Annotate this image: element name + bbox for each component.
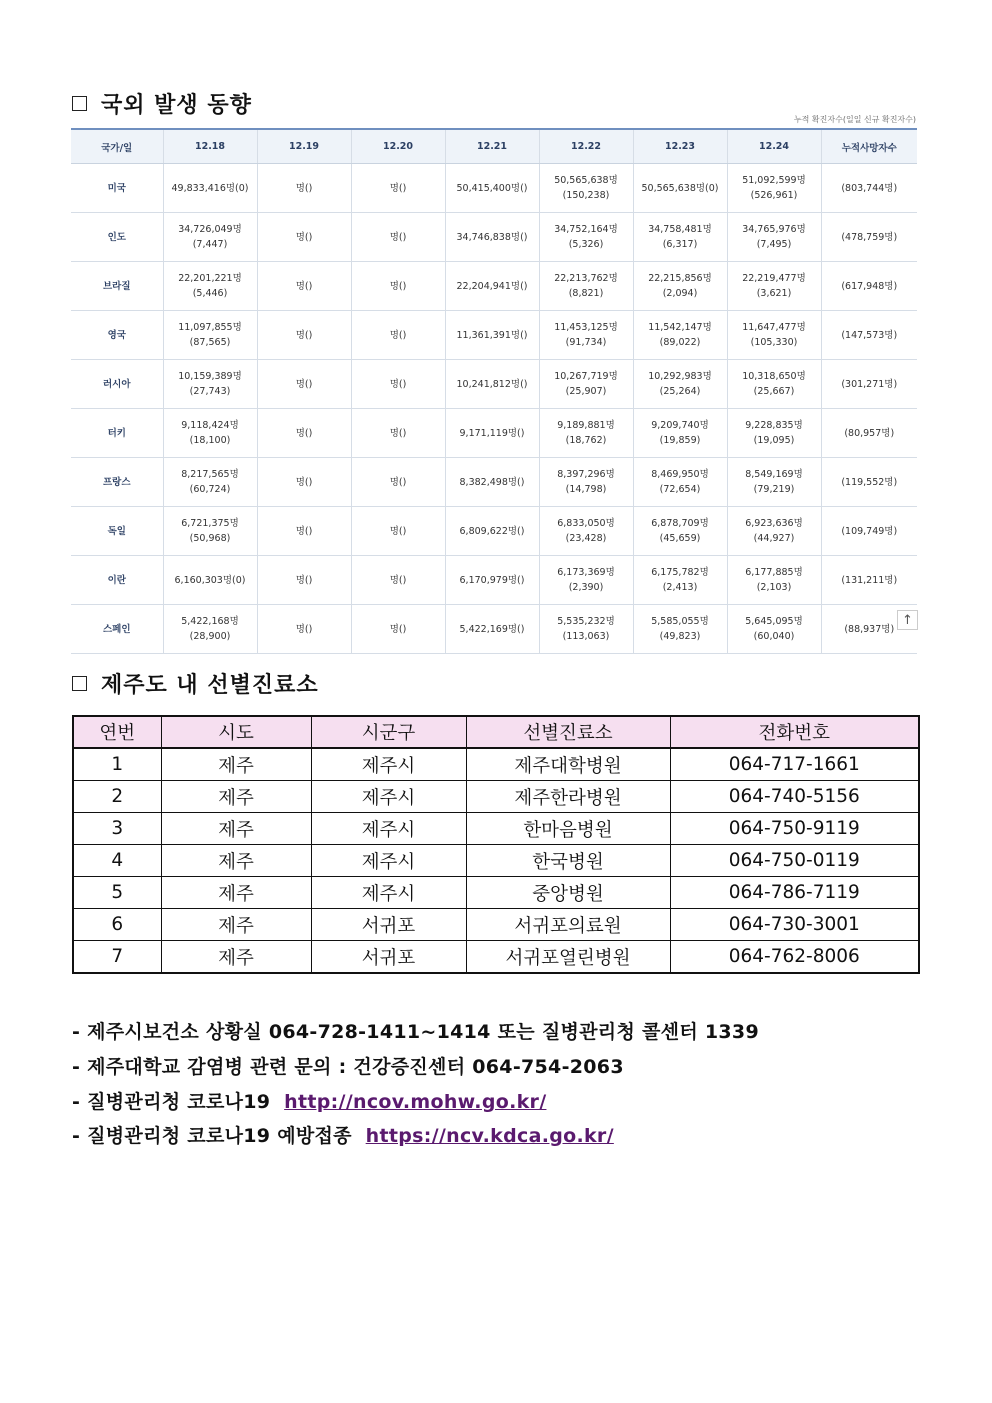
data-cell: 한국병원 — [466, 845, 670, 877]
table-row — [71, 164, 917, 213]
data-cell — [727, 458, 821, 507]
data-cell: 064-762-8006 — [670, 941, 919, 974]
cell-line: 10,241,812명() — [456, 378, 528, 390]
cell-line: (105,330) — [750, 337, 798, 348]
square-bullet-icon — [72, 676, 87, 691]
cell-line: (50,968) — [189, 533, 231, 544]
data-cell — [727, 311, 821, 360]
cell-line: 명() — [389, 182, 407, 194]
cell-line: 11,453,125명 — [554, 322, 618, 333]
cell-line: 5,422,168명 — [181, 616, 239, 627]
data-cell — [633, 213, 727, 262]
data-cell: 제주 — [161, 781, 311, 813]
column-header: 선별진료소 — [466, 716, 670, 748]
data-cell — [727, 605, 821, 654]
cell-line: (87,565) — [189, 337, 231, 348]
column-header: 국가/일 — [71, 129, 163, 164]
cell-line: 6,173,369명 — [557, 567, 615, 578]
cell-line: 6,878,709명 — [651, 518, 709, 529]
cell-line: (25,907) — [565, 386, 607, 397]
cell-line: (5,326) — [568, 239, 604, 250]
data-cell — [727, 360, 821, 409]
data-cell — [351, 507, 445, 556]
data-cell — [727, 213, 821, 262]
cell-line: 10,267,719명 — [554, 371, 618, 382]
cell-line: 9,189,881명 — [557, 420, 615, 431]
data-cell — [257, 409, 351, 458]
data-cell — [539, 458, 633, 507]
data-cell: 1 — [73, 748, 161, 781]
data-cell — [257, 213, 351, 262]
cell-line: 6,177,885명 — [745, 567, 803, 578]
column-header: 12.19 — [257, 129, 351, 164]
cell-line: 명() — [295, 280, 313, 292]
cell-line: 6,160,303명(0) — [174, 574, 246, 586]
cell-line: 9,209,740명 — [651, 420, 709, 431]
data-cell: 제주시 — [311, 845, 466, 877]
cell-line: 11,647,477명 — [742, 322, 806, 333]
cell-line: 22,215,856명 — [648, 273, 712, 284]
data-cell — [445, 311, 539, 360]
cell-line: (80,957명) — [844, 427, 895, 439]
data-cell — [727, 262, 821, 311]
data-cell — [351, 409, 445, 458]
cell-line: (18,100) — [189, 435, 231, 446]
contact-line-3 — [72, 1087, 546, 1114]
data-cell — [445, 409, 539, 458]
data-cell — [539, 507, 633, 556]
cell-line: (301,271명) — [841, 378, 898, 390]
data-cell — [821, 458, 917, 507]
cell-line: (526,961) — [750, 190, 798, 201]
data-cell: 4 — [73, 845, 161, 877]
table-row — [71, 605, 917, 654]
cell-line: (113,063) — [562, 631, 610, 642]
cell-line: 명() — [295, 231, 313, 243]
data-cell — [351, 164, 445, 213]
country-cell: 브라질 — [71, 262, 163, 311]
table-row — [73, 845, 919, 877]
data-cell: 064-750-0119 — [670, 845, 919, 877]
data-cell — [821, 360, 917, 409]
data-cell — [257, 164, 351, 213]
data-cell — [163, 311, 257, 360]
data-cell — [257, 311, 351, 360]
country-cell: 인도 — [71, 213, 163, 262]
cell-line: (28,900) — [189, 631, 231, 642]
country-cell: 프랑스 — [71, 458, 163, 507]
cell-line: (2,103) — [756, 582, 792, 593]
cell-line: (19,859) — [659, 435, 701, 446]
data-cell — [257, 360, 351, 409]
cell-line: (91,734) — [565, 337, 607, 348]
table-row — [71, 507, 917, 556]
data-cell — [351, 458, 445, 507]
column-header: 시도 — [161, 716, 311, 748]
cell-line: (2,094) — [662, 288, 698, 299]
data-cell: 7 — [73, 941, 161, 974]
data-cell — [351, 311, 445, 360]
column-header: 누적사망자수 — [821, 129, 917, 164]
data-cell — [821, 311, 917, 360]
data-cell — [727, 164, 821, 213]
cell-line: (3,621) — [756, 288, 792, 299]
data-cell — [445, 213, 539, 262]
data-cell: 한마음병원 — [466, 813, 670, 845]
cell-line: 34,746,838명() — [456, 231, 528, 243]
contact-text: - 질병관리청 코로나19 예방접종 — [72, 1125, 359, 1147]
data-cell — [445, 507, 539, 556]
cell-line: 9,118,424명 — [181, 420, 239, 431]
cell-line: 5,645,095명 — [745, 616, 803, 627]
data-cell — [257, 262, 351, 311]
cell-line: 명() — [389, 378, 407, 390]
data-cell — [351, 360, 445, 409]
data-cell — [445, 605, 539, 654]
data-cell — [351, 213, 445, 262]
data-cell — [163, 360, 257, 409]
column-header: 12.18 — [163, 129, 257, 164]
cell-line: 50,565,638명 — [554, 175, 618, 186]
country-cell: 독일 — [71, 507, 163, 556]
data-cell: 제주 — [161, 748, 311, 781]
cell-line: (150,238) — [562, 190, 610, 201]
cell-line: 5,535,232명 — [557, 616, 615, 627]
table-header-row — [73, 716, 919, 748]
data-cell — [163, 556, 257, 605]
country-cell: 영국 — [71, 311, 163, 360]
table-row — [73, 877, 919, 909]
data-cell — [163, 213, 257, 262]
cell-line: 명() — [295, 623, 313, 635]
country-cell: 이란 — [71, 556, 163, 605]
cell-line: 10,159,389명 — [178, 371, 242, 382]
country-cell: 터키 — [71, 409, 163, 458]
data-cell — [539, 409, 633, 458]
cell-line: (14,798) — [565, 484, 607, 495]
cell-line: 11,542,147명 — [648, 322, 712, 333]
data-cell — [539, 213, 633, 262]
contact-line-2 — [72, 1052, 624, 1079]
data-cell: 제주 — [161, 877, 311, 909]
contact-line-1 — [72, 1017, 759, 1044]
cell-line: 11,097,855명 — [178, 322, 242, 333]
data-cell — [539, 164, 633, 213]
cell-line: 22,219,477명 — [742, 273, 806, 284]
data-cell — [633, 164, 727, 213]
cell-line: 8,549,169명 — [745, 469, 803, 480]
table-row — [71, 458, 917, 507]
cell-line: (7,447) — [192, 239, 228, 250]
cell-line: 명() — [389, 476, 407, 488]
table-row — [73, 781, 919, 813]
data-cell — [633, 556, 727, 605]
cell-line: 6,175,782명 — [651, 567, 709, 578]
data-cell: 제주대학병원 — [466, 748, 670, 781]
cell-line: 34,752,164명 — [554, 224, 618, 235]
data-cell — [163, 507, 257, 556]
data-cell: 064-730-3001 — [670, 909, 919, 941]
cell-line: 51,092,599명 — [742, 175, 806, 186]
cell-line: 명() — [389, 574, 407, 586]
contact-text: - 제주대학교 감염병 관련 문의 : 건강증진센터 064-754-2063 — [72, 1056, 624, 1078]
cell-line: 명() — [295, 182, 313, 194]
cell-line: 6,923,636명 — [745, 518, 803, 529]
column-header: 연번 — [73, 716, 161, 748]
data-cell — [163, 605, 257, 654]
cell-line: (119,552명) — [841, 476, 898, 488]
data-cell: 제주한라병원 — [466, 781, 670, 813]
data-cell — [727, 409, 821, 458]
data-cell: 064-750-9119 — [670, 813, 919, 845]
cell-line: (478,759명) — [841, 231, 898, 243]
cell-line: 8,397,296명 — [557, 469, 615, 480]
data-cell — [257, 458, 351, 507]
ncov-link[interactable]: http://ncov.mohw.go.kr/ — [284, 1091, 547, 1113]
data-cell — [257, 556, 351, 605]
data-cell: 064-740-5156 — [670, 781, 919, 813]
contact-line-4 — [72, 1121, 614, 1148]
data-cell: 제주시 — [311, 781, 466, 813]
data-cell — [445, 556, 539, 605]
column-header: 12.22 — [539, 129, 633, 164]
table-row — [71, 409, 917, 458]
table-row — [71, 213, 917, 262]
data-cell — [351, 262, 445, 311]
cell-line: (109,749명) — [841, 525, 898, 537]
data-cell: 제주 — [161, 909, 311, 941]
cell-line: 50,415,400명() — [456, 182, 528, 194]
cell-line: (60,724) — [189, 484, 231, 495]
column-header: 12.20 — [351, 129, 445, 164]
data-cell — [445, 164, 539, 213]
data-cell — [633, 311, 727, 360]
data-cell — [633, 360, 727, 409]
cell-line: 34,758,481명 — [648, 224, 712, 235]
cell-line: 6,833,050명 — [557, 518, 615, 529]
column-header: 12.24 — [727, 129, 821, 164]
arrow-to-top-icon: ↑ — [902, 613, 913, 628]
clinic-table — [72, 715, 920, 974]
cell-line: 명() — [295, 574, 313, 586]
column-header: 전화번호 — [670, 716, 919, 748]
data-cell — [633, 605, 727, 654]
data-cell — [163, 458, 257, 507]
cell-line: (23,428) — [565, 533, 607, 544]
cell-line: 명() — [295, 427, 313, 439]
contact-text: - 질병관리청 코로나19 — [72, 1091, 278, 1113]
cell-line: (27,743) — [189, 386, 231, 397]
data-cell — [257, 507, 351, 556]
data-cell — [351, 605, 445, 654]
cell-line: (89,022) — [659, 337, 701, 348]
cell-line: 34,765,976명 — [742, 224, 806, 235]
data-cell: 2 — [73, 781, 161, 813]
column-header: 12.21 — [445, 129, 539, 164]
data-cell — [539, 262, 633, 311]
cell-line: 6,170,979명() — [459, 574, 525, 586]
data-cell: 064-717-1661 — [670, 748, 919, 781]
cell-line: 명() — [295, 476, 313, 488]
section-title-foreign — [72, 88, 252, 119]
table-row — [71, 262, 917, 311]
table-row — [73, 813, 919, 845]
cell-line: (5,446) — [192, 288, 228, 299]
data-cell — [539, 605, 633, 654]
data-cell — [633, 262, 727, 311]
cell-line: 명() — [389, 329, 407, 341]
data-cell — [821, 262, 917, 311]
cell-line: 50,565,638명(0) — [641, 182, 719, 194]
cell-line: 명() — [295, 378, 313, 390]
table-row — [71, 360, 917, 409]
data-cell: 제주 — [161, 941, 311, 974]
data-cell: 서귀포의료원 — [466, 909, 670, 941]
data-cell: 제주시 — [311, 748, 466, 781]
cell-line: 10,292,983명 — [648, 371, 712, 382]
data-cell — [727, 507, 821, 556]
country-cell: 러시아 — [71, 360, 163, 409]
vaccination-link[interactable]: https://ncv.kdca.go.kr/ — [365, 1125, 614, 1147]
data-cell — [821, 556, 917, 605]
table-row — [73, 941, 919, 974]
data-cell — [163, 262, 257, 311]
data-cell: 3 — [73, 813, 161, 845]
data-cell: 6 — [73, 909, 161, 941]
cell-line: 명() — [389, 623, 407, 635]
square-bullet-icon — [72, 96, 87, 111]
data-cell — [539, 556, 633, 605]
cell-line: (88,937명) — [844, 623, 895, 635]
data-cell — [821, 164, 917, 213]
foreign-cases-table — [71, 128, 917, 654]
cell-line: (45,659) — [659, 533, 701, 544]
cell-line: (18,762) — [565, 435, 607, 446]
data-cell — [163, 164, 257, 213]
cell-line: (617,948명) — [841, 280, 898, 292]
cell-line: 5,422,169명() — [459, 623, 525, 635]
section-title-text: 국외 발생 동향 — [101, 93, 252, 118]
country-cell: 미국 — [71, 164, 163, 213]
cell-line: 명() — [295, 329, 313, 341]
data-cell: 064-786-7119 — [670, 877, 919, 909]
cell-line: (49,823) — [659, 631, 701, 642]
cell-line: (25,264) — [659, 386, 701, 397]
cell-line: (79,219) — [753, 484, 795, 495]
data-cell — [539, 311, 633, 360]
data-cell — [257, 605, 351, 654]
data-cell: 서귀포 — [311, 909, 466, 941]
data-cell — [821, 213, 917, 262]
cell-line: 명() — [389, 525, 407, 537]
cell-line: (44,927) — [753, 533, 795, 544]
cell-line: 10,318,650명 — [742, 371, 806, 382]
country-cell: 스페인 — [71, 605, 163, 654]
table-header-row — [71, 129, 917, 164]
cell-line: (72,654) — [659, 484, 701, 495]
cell-line: 명() — [389, 231, 407, 243]
data-cell — [445, 458, 539, 507]
data-cell — [633, 409, 727, 458]
data-cell — [727, 556, 821, 605]
cell-line: 명() — [389, 427, 407, 439]
cell-line: 8,217,565명 — [181, 469, 239, 480]
cell-line: 22,204,941명() — [456, 280, 528, 292]
data-cell: 제주시 — [311, 813, 466, 845]
cell-line: (19,095) — [753, 435, 795, 446]
section-title-text: 제주도 내 선별진료소 — [101, 673, 319, 698]
cell-line: 9,171,119명() — [459, 427, 525, 439]
table-note: 누적 확진자수(일일 신규 확진자수) — [793, 115, 916, 124]
cell-line: 22,201,221명 — [178, 273, 242, 284]
cell-line: (7,495) — [756, 239, 792, 250]
data-cell: 제주 — [161, 813, 311, 845]
contact-text: - 제주시보건소 상황실 064-728-1411~1414 또는 질병관리청 콜센터 1339 — [72, 1021, 759, 1043]
table-row — [71, 311, 917, 360]
column-header: 12.23 — [633, 129, 727, 164]
section-title-clinics — [72, 668, 319, 699]
table-row — [73, 909, 919, 941]
cell-line: (8,821) — [568, 288, 604, 299]
data-cell — [633, 458, 727, 507]
data-cell — [821, 409, 917, 458]
data-cell — [163, 409, 257, 458]
data-cell: 제주 — [161, 845, 311, 877]
table-row — [73, 748, 919, 781]
data-cell — [445, 360, 539, 409]
cell-line: (2,390) — [568, 582, 604, 593]
data-cell: 중앙병원 — [466, 877, 670, 909]
data-cell — [821, 507, 917, 556]
cell-line: 34,726,049명 — [178, 224, 242, 235]
data-cell: 제주시 — [311, 877, 466, 909]
cell-line: 명() — [295, 525, 313, 537]
cell-line: 6,809,622명() — [459, 525, 525, 537]
scroll-top-button[interactable] — [897, 610, 918, 630]
data-cell: 5 — [73, 877, 161, 909]
data-cell — [633, 507, 727, 556]
cell-line: (131,211명) — [841, 574, 898, 586]
cell-line: 6,721,375명 — [181, 518, 239, 529]
data-cell: 서귀포 — [311, 941, 466, 974]
cell-line: (60,040) — [753, 631, 795, 642]
cell-line: 8,382,498명() — [459, 476, 525, 488]
cell-line: 11,361,391명() — [456, 329, 528, 341]
cell-line: 49,833,416명(0) — [171, 182, 249, 194]
cell-line: 5,585,055명 — [651, 616, 709, 627]
data-cell: 서귀포열린병원 — [466, 941, 670, 974]
table-row — [71, 556, 917, 605]
cell-line: (147,573명) — [841, 329, 898, 341]
cell-line: 22,213,762명 — [554, 273, 618, 284]
cell-line: (6,317) — [662, 239, 698, 250]
data-cell — [445, 262, 539, 311]
cell-line: (2,413) — [662, 582, 698, 593]
column-header: 시군구 — [311, 716, 466, 748]
cell-line: (803,744명) — [841, 182, 898, 194]
data-cell — [539, 360, 633, 409]
data-cell — [351, 556, 445, 605]
cell-line: 8,469,950명 — [651, 469, 709, 480]
cell-line: 9,228,835명 — [745, 420, 803, 431]
cell-line: (25,667) — [753, 386, 795, 397]
cell-line: 명() — [389, 280, 407, 292]
